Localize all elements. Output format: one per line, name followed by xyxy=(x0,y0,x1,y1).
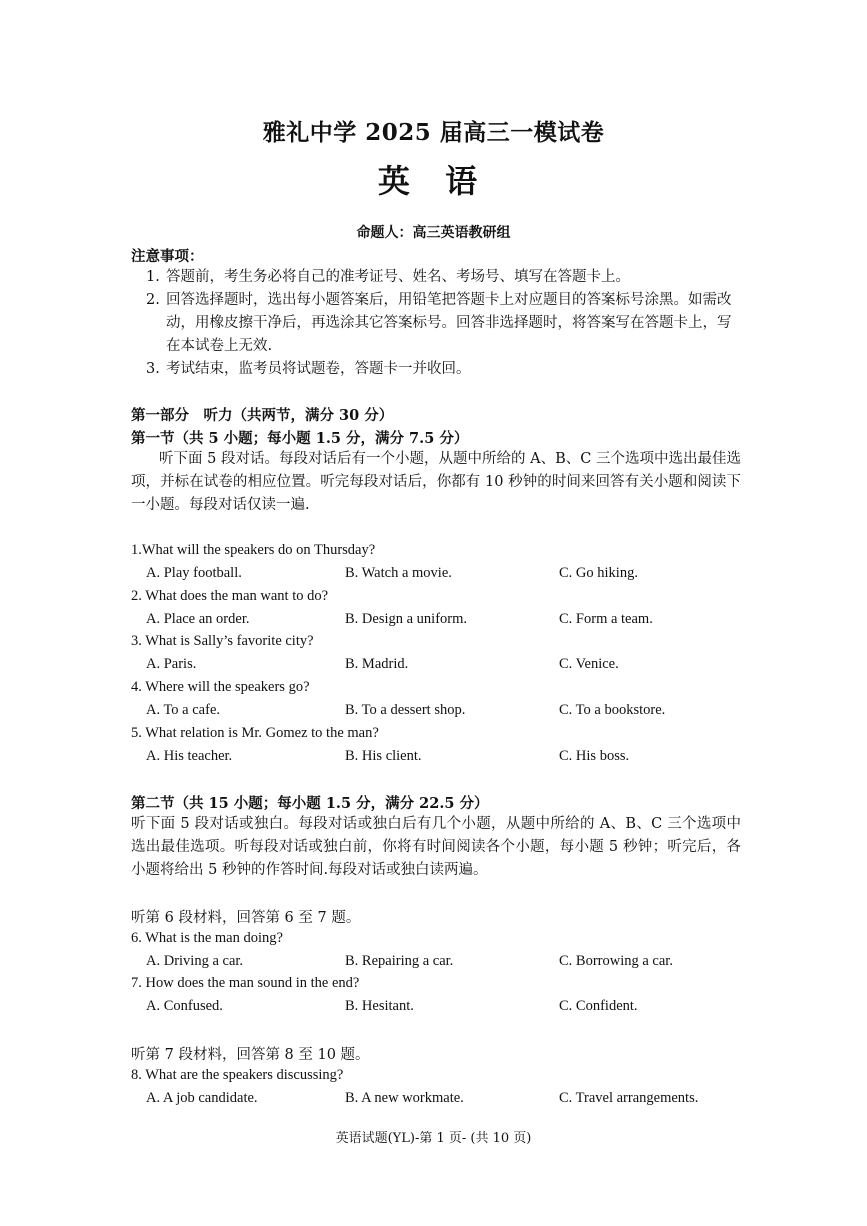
question-1: 1.What will the speakers do on Thursday? xyxy=(131,542,376,558)
note-text: 回答选择题时，选出每小题答案后，用铅笔把答题卡上对应题目的答案标号涂黑。如需改动，用橡皮擦干净后，再选涂其它答案标号。回答非选择题时，将答案写在答题卡上，写在本试卷上无效. xyxy=(166,292,732,354)
note-number: 3. xyxy=(146,361,160,377)
question-7: 7. How does the man sound in the end? xyxy=(131,975,360,991)
option-c: C. Borrowing a car. xyxy=(559,953,673,969)
note-item-1 xyxy=(146,266,742,289)
question-3: 3. What is Sally’s favorite city? xyxy=(131,633,314,649)
option-c: C. Travel arrangements. xyxy=(559,1090,699,1106)
question-4: 4. Where will the speakers go? xyxy=(131,679,310,695)
option-c: C. To a bookstore. xyxy=(559,702,666,718)
section2-instruction: 听下面 5 段对话或独白。每段对话或独白后有几个小题，从题中所给的 A、B、C 三个选项中选出最佳选项。听每段对话或独白前，你将有时间阅读各个小题，每小题 5 秒钟；听完后，各小题将给出 5 秒钟的作答时间.每段对话或独白读两遍。 xyxy=(131,816,741,878)
section1-instruction: 听下面 5 段对话。每段对话后有一个小题，从题中所给的 A、B、C 三个选项中选出最佳选项，并标在试卷的相应位置。听完每段对话后，你都有 10 秒钟的时间来回答有关小题和阅读下一小题。每段对话仅读一遍. xyxy=(131,451,741,513)
material-6-instruction: 听第 6 段材料，回答第 6 至 7 题。 xyxy=(131,910,361,926)
author-line: 命题人：高三英语教研组 xyxy=(356,225,511,241)
note-text: 答题前，考生务必将自己的准考证号、姓名、考场号、填写在答题卡上。 xyxy=(166,269,630,285)
option-a: A. A job candidate. xyxy=(146,1090,258,1106)
subject-title: 英 语 xyxy=(377,162,490,200)
option-c: C. Venice. xyxy=(559,656,619,672)
note-number: 2. xyxy=(146,292,160,308)
option-b: B. Repairing a car. xyxy=(345,953,454,969)
note-text: 考试结束，监考员将试题卷，答题卡一并收回。 xyxy=(166,361,471,377)
option-b: B. Madrid. xyxy=(345,656,409,672)
question-2: 2. What does the man want to do? xyxy=(131,588,329,604)
option-b: B. A new workmate. xyxy=(345,1090,464,1106)
question-6: 6. What is the man doing? xyxy=(131,930,283,946)
question-5: 5. What relation is Mr. Gomez to the man? xyxy=(131,725,379,741)
note-item-2 xyxy=(146,289,742,358)
option-a: A. His teacher. xyxy=(146,748,233,764)
option-a: A. Paris. xyxy=(146,656,197,672)
option-a: A. To a cafe. xyxy=(146,702,221,718)
option-c: C. Form a team. xyxy=(559,611,653,627)
question-8: 8. What are the speakers discussing? xyxy=(131,1067,344,1083)
exam-title: 雅礼中学 2025 届高三一模试卷 xyxy=(262,119,605,146)
option-a: A. Place an order. xyxy=(146,611,250,627)
part1-heading: 第一部分 听力（共两节，满分 30 分） xyxy=(131,407,394,424)
note-item-3 xyxy=(146,358,742,381)
section1-heading: 第一节（共 5 小题；每小题 1.5 分，满分 7.5 分） xyxy=(131,430,469,447)
notes-heading: 注意事项： xyxy=(131,248,204,265)
page-footer: 英语试题(YL)-第 1 页- (共 10 页) xyxy=(335,1131,532,1146)
note-number: 1. xyxy=(146,269,160,285)
option-b: B. To a dessert shop. xyxy=(345,702,466,718)
option-a: A. Driving a car. xyxy=(146,953,244,969)
option-b: B. Watch a movie. xyxy=(345,565,452,581)
option-b: B. Design a uniform. xyxy=(345,611,468,627)
option-a: A. Play football. xyxy=(146,565,242,581)
option-c: C. His boss. xyxy=(559,748,630,764)
option-c: C. Confident. xyxy=(559,998,638,1014)
section2-heading: 第二节（共 15 小题；每小题 1.5 分，满分 22.5 分） xyxy=(131,795,489,812)
option-c: C. Go hiking. xyxy=(559,565,638,581)
option-b: B. Hesitant. xyxy=(345,998,414,1014)
option-b: B. His client. xyxy=(345,748,422,764)
option-a: A. Confused. xyxy=(146,998,223,1014)
material-7-instruction: 听第 7 段材料，回答第 8 至 10 题。 xyxy=(131,1047,370,1063)
